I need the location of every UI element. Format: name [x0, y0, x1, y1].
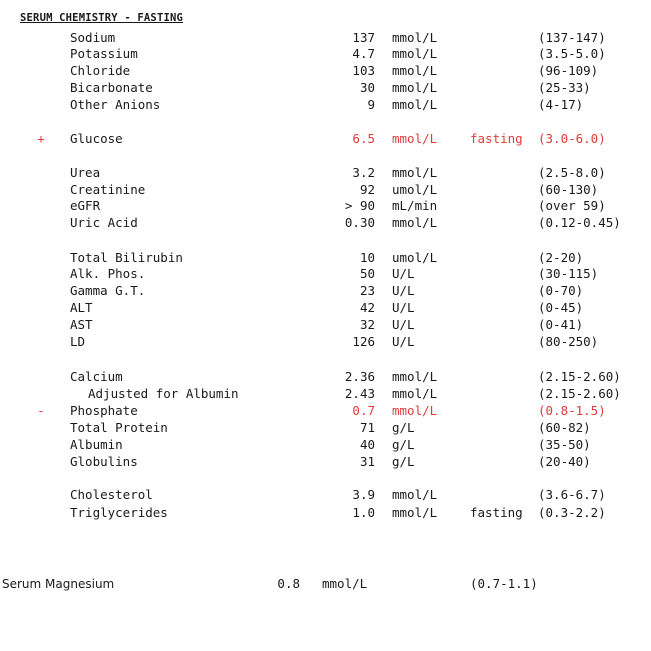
reference-range: (60-82) [538, 420, 591, 435]
table-row [0, 487, 651, 503]
table-row [0, 80, 651, 96]
test-name: Serum Magnesium [2, 577, 115, 591]
test-name: Creatinine [70, 182, 146, 197]
test-unit: mL/min [392, 198, 438, 213]
reference-range: (137-147) [538, 30, 606, 45]
test-value: 71 [359, 420, 375, 435]
test-unit: U/L [392, 317, 415, 332]
test-value: 32 [359, 317, 375, 332]
test-name: Phosphate [70, 403, 138, 418]
table-row [0, 250, 651, 266]
test-unit: g/L [392, 454, 415, 469]
test-value: > 90 [344, 198, 375, 213]
test-value: 103 [352, 63, 375, 78]
table-row [0, 437, 651, 453]
test-unit: mmol/L [392, 30, 438, 45]
test-unit: umol/L [392, 182, 438, 197]
reference-range: (2.5-8.0) [538, 165, 606, 180]
test-unit: mmol/L [392, 215, 438, 230]
reference-range: (3.0-6.0) [538, 131, 606, 146]
test-unit: mmol/L [392, 386, 438, 401]
test-name: Uric Acid [70, 215, 138, 230]
test-name: Glucose [70, 131, 123, 146]
table-row [0, 505, 651, 521]
table-row [0, 165, 651, 181]
test-name: Albumin [70, 437, 123, 452]
test-unit: U/L [392, 266, 415, 281]
table-row [0, 131, 651, 147]
reference-range: (over 59) [538, 198, 606, 213]
reference-range: (80-250) [538, 334, 599, 349]
test-unit: U/L [392, 283, 415, 298]
test-name: Potassium [70, 46, 138, 61]
test-unit: g/L [392, 437, 415, 452]
test-value: 40 [359, 437, 375, 452]
reference-range: (0-41) [538, 317, 584, 332]
test-unit: mmol/L [392, 505, 438, 520]
test-unit: mmol/L [392, 97, 438, 112]
test-value: 50 [359, 266, 375, 281]
table-row [0, 300, 651, 316]
test-value: 0.8 [277, 576, 300, 591]
table-row [0, 97, 651, 113]
test-value: 2.43 [344, 386, 375, 401]
flag-indicator: + [37, 131, 45, 146]
test-value: 4.7 [352, 46, 375, 61]
reference-range: (0.7-1.1) [470, 576, 538, 591]
test-value: 23 [359, 283, 375, 298]
test-value: 126 [352, 334, 375, 349]
test-value: 6.5 [352, 131, 375, 146]
test-value: 3.2 [352, 165, 375, 180]
test-unit: mmol/L [392, 165, 438, 180]
test-name: LD [70, 334, 86, 349]
table-row [0, 215, 651, 231]
table-row [0, 198, 651, 214]
test-value: 10 [359, 250, 375, 265]
table-row [0, 420, 651, 436]
reference-range: (96-109) [538, 63, 599, 78]
table-row [0, 386, 651, 402]
test-name: Adjusted for Albumin [88, 386, 239, 401]
test-note: fasting [470, 131, 523, 146]
magnesium-row [0, 576, 651, 592]
reference-range: (35-50) [538, 437, 591, 452]
test-name: ALT [70, 300, 93, 315]
page-title: SERUM CHEMISTRY - FASTING [20, 12, 184, 24]
reference-range: (0-70) [538, 283, 584, 298]
test-name: AST [70, 317, 93, 332]
table-row [0, 369, 651, 385]
reference-range: (2-20) [538, 250, 584, 265]
test-unit: umol/L [392, 250, 438, 265]
reference-range: (3.6-6.7) [538, 487, 606, 502]
test-value: 0.30 [344, 215, 375, 230]
test-name: eGFR [70, 198, 101, 213]
test-name: Total Bilirubin [70, 250, 183, 265]
test-value: 92 [359, 182, 375, 197]
reference-range: (60-130) [538, 182, 599, 197]
test-value: 0.7 [352, 403, 375, 418]
test-unit: g/L [392, 420, 415, 435]
test-name: Urea [70, 165, 101, 180]
test-name: Chloride [70, 63, 131, 78]
test-unit: mmol/L [392, 403, 438, 418]
flag-indicator: - [37, 403, 45, 418]
test-name: Total Protein [70, 420, 168, 435]
table-row [0, 46, 651, 62]
reference-range: (4-17) [538, 97, 584, 112]
test-value: 42 [359, 300, 375, 315]
reference-range: (0.12-0.45) [538, 215, 621, 230]
table-row [0, 403, 651, 419]
reference-range: (20-40) [538, 454, 591, 469]
test-value: 137 [352, 30, 375, 45]
test-name: Bicarbonate [70, 80, 153, 95]
test-name: Alk. Phos. [70, 266, 146, 281]
test-unit: mmol/L [392, 369, 438, 384]
test-unit: mmol/L [392, 63, 438, 78]
table-row [0, 454, 651, 470]
test-name: Triglycerides [70, 505, 168, 520]
test-value: 2.36 [344, 369, 375, 384]
test-unit: mmol/L [392, 80, 438, 95]
test-value: 31 [359, 454, 375, 469]
table-row [0, 317, 651, 333]
test-unit: mmol/L [392, 131, 438, 146]
test-name: Calcium [70, 369, 123, 384]
test-value: 1.0 [352, 505, 375, 520]
test-name: Cholesterol [70, 487, 153, 502]
test-name: Sodium [70, 30, 116, 45]
table-row [0, 283, 651, 299]
test-unit: mmol/L [392, 487, 438, 502]
table-row [0, 266, 651, 282]
test-name: Gamma G.T. [70, 283, 146, 298]
reference-range: (0.8-1.5) [538, 403, 606, 418]
reference-range: (3.5-5.0) [538, 46, 606, 61]
test-note: fasting [470, 505, 523, 520]
reference-range: (25-33) [538, 80, 591, 95]
table-row [0, 30, 651, 46]
reference-range: (2.15-2.60) [538, 386, 621, 401]
table-row [0, 334, 651, 350]
reference-range: (0.3-2.2) [538, 505, 606, 520]
test-value: 3.9 [352, 487, 375, 502]
test-value: 30 [359, 80, 375, 95]
test-unit: mmol/L [322, 576, 368, 591]
reference-range: (2.15-2.60) [538, 369, 621, 384]
table-row [0, 63, 651, 79]
test-name: Other Anions [70, 97, 161, 112]
test-value: 9 [367, 97, 375, 112]
test-unit: mmol/L [392, 46, 438, 61]
table-row [0, 182, 651, 198]
reference-range: (30-115) [538, 266, 599, 281]
test-unit: U/L [392, 300, 415, 315]
test-name: Globulins [70, 454, 138, 469]
reference-range: (0-45) [538, 300, 584, 315]
test-unit: U/L [392, 334, 415, 349]
